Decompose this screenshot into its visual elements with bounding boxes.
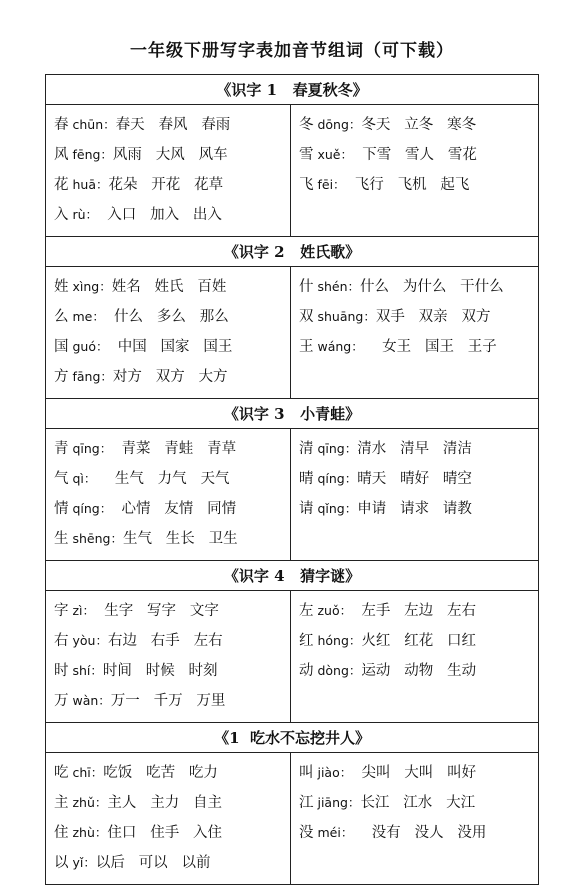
word-group: 住口 住手 入住 <box>107 825 223 841</box>
left-word-entry <box>46 822 290 852</box>
right-word-entry <box>291 792 538 822</box>
pinyin: hóng： <box>313 633 362 648</box>
word-group: 对方 双方 大方 <box>112 369 228 385</box>
right-column <box>291 267 539 399</box>
word-group: 什么 为什么 干什么 <box>360 279 504 295</box>
character: 字 <box>54 603 69 619</box>
pinyin: zhù： <box>68 825 108 840</box>
word-group: 入口 加入 出入 <box>98 207 222 223</box>
character: 雪 <box>299 147 314 163</box>
lesson-title: 《1 吃水不忘挖井人》 <box>214 729 370 747</box>
pinyin: wáng： <box>313 339 364 354</box>
character: 飞 <box>299 177 314 193</box>
word-group: 时间 时候 时刻 <box>102 663 218 679</box>
pinyin: xìng： <box>68 279 112 294</box>
character: 生 <box>54 531 69 547</box>
pinyin: jiāng： <box>313 795 361 810</box>
right-word-entry <box>291 276 538 306</box>
word-group: 主人 主力 自主 <box>107 795 223 811</box>
left-word-entry <box>46 762 290 792</box>
word-group: 花朵 开花 花草 <box>108 177 224 193</box>
left-word-entry <box>46 438 290 468</box>
left-word-entry <box>46 468 290 498</box>
lesson-heading <box>46 399 539 429</box>
word-group: 什么 多么 那么 <box>104 309 229 325</box>
pinyin: huā： <box>68 177 109 192</box>
pinyin: qǐng： <box>313 501 358 516</box>
character: 住 <box>54 825 69 841</box>
lesson-heading <box>46 723 539 753</box>
pinyin: jiào： <box>313 765 353 780</box>
vocabulary-table <box>45 74 539 885</box>
word-group: 晴天 晴好 晴空 <box>357 471 472 487</box>
left-column <box>46 429 291 561</box>
pinyin: chūn： <box>68 117 116 132</box>
pinyin: méi： <box>313 825 354 840</box>
word-group: 生气 力气 天气 <box>96 471 230 487</box>
lesson-title: 《识字 1 春夏秋冬》 <box>216 81 368 99</box>
character: 红 <box>299 633 314 649</box>
character: 万 <box>54 693 69 709</box>
pinyin: xuě： <box>313 147 353 162</box>
right-word-entry <box>291 822 538 852</box>
word-group: 吃饭 吃苦 吃力 <box>103 765 218 781</box>
pinyin: zuǒ： <box>313 603 353 618</box>
character: 双 <box>299 309 314 325</box>
character: 叫 <box>299 765 314 781</box>
right-column <box>291 105 539 237</box>
right-word-entry <box>291 114 538 144</box>
pinyin: fāng： <box>68 369 113 384</box>
lesson-header-row <box>46 75 539 105</box>
left-word-entry <box>46 336 290 366</box>
pinyin: shí： <box>68 663 103 678</box>
right-column <box>291 591 539 723</box>
left-word-entry <box>46 792 290 822</box>
left-column <box>46 267 291 399</box>
left-word-entry <box>46 852 290 882</box>
pinyin: qì： <box>68 471 97 486</box>
character: 情 <box>54 501 69 517</box>
pinyin: dōng： <box>313 117 362 132</box>
character: 吃 <box>54 765 69 781</box>
pinyin: dòng： <box>313 663 362 678</box>
word-group: 以后 可以 以前 <box>95 855 211 871</box>
word-group: 青菜 青蛙 青草 <box>112 441 237 457</box>
word-group: 飞行 飞机 起飞 <box>345 177 470 193</box>
lesson-heading <box>46 237 539 267</box>
right-word-entry <box>291 174 538 204</box>
lesson-header-row <box>46 561 539 591</box>
left-word-entry <box>46 276 290 306</box>
left-column <box>46 591 291 723</box>
word-group: 冬天 立冬 寒冬 <box>361 117 477 133</box>
character: 王 <box>299 339 314 355</box>
lesson-heading <box>46 561 539 591</box>
right-word-entry <box>291 660 538 690</box>
right-column <box>291 429 539 561</box>
left-word-entry <box>46 366 290 396</box>
character: 么 <box>54 309 69 325</box>
lesson-body-row <box>46 429 539 561</box>
left-word-entry <box>46 660 290 690</box>
pinyin: guó： <box>68 339 109 354</box>
lesson-title: 《识字 2 姓氏歌》 <box>223 243 361 261</box>
left-word-entry <box>46 528 290 558</box>
character: 时 <box>54 663 69 679</box>
pinyin: qíng： <box>313 471 358 486</box>
pinyin: qīng： <box>313 441 358 456</box>
pinyin: me： <box>68 309 105 324</box>
document-title: 一年级下册写字表加音节组词（可下载） <box>130 41 454 61</box>
word-group: 生气 生长 卫生 <box>122 531 238 547</box>
pinyin: fēng： <box>68 147 113 162</box>
word-group: 春天 春风 春雨 <box>115 117 231 133</box>
left-word-entry <box>46 306 290 336</box>
pinyin: zhǔ： <box>68 795 108 810</box>
word-group: 运动 动物 生动 <box>361 663 477 679</box>
lesson-body-row <box>46 591 539 723</box>
pinyin: rù： <box>68 207 99 222</box>
lesson-body-row <box>46 105 539 237</box>
pinyin: zì： <box>68 603 96 618</box>
word-group: 长江 江水 大江 <box>360 795 476 811</box>
character: 方 <box>54 369 69 385</box>
right-word-entry <box>291 498 538 528</box>
word-group: 中国 国家 国王 <box>108 339 233 355</box>
character: 什 <box>299 279 314 295</box>
left-word-entry <box>46 498 290 528</box>
left-column <box>46 753 291 885</box>
left-word-entry <box>46 114 290 144</box>
word-group: 火红 红花 口红 <box>361 633 477 649</box>
lesson-header-row <box>46 723 539 753</box>
pinyin: fēi： <box>313 177 346 192</box>
left-word-entry <box>46 204 290 234</box>
character: 国 <box>54 339 69 355</box>
lesson-title: 《识字 4 猜字谜》 <box>223 567 361 585</box>
right-word-entry <box>291 336 538 366</box>
character: 入 <box>54 207 69 223</box>
word-group: 风雨 大风 风车 <box>112 147 228 163</box>
character: 冬 <box>299 117 314 133</box>
left-word-entry <box>46 144 290 174</box>
word-group: 右边 右手 左右 <box>107 633 223 649</box>
right-word-entry <box>291 306 538 336</box>
lesson-title: 《识字 3 小青蛙》 <box>223 405 361 423</box>
pinyin: wàn： <box>68 693 111 708</box>
word-group: 申请 请求 请教 <box>357 501 472 517</box>
character: 请 <box>299 501 314 517</box>
character: 风 <box>54 147 69 163</box>
right-word-entry <box>291 144 538 174</box>
word-group: 姓名 姓氏 百姓 <box>111 279 227 295</box>
left-column <box>46 105 291 237</box>
word-group: 没有 没人 没用 <box>353 825 487 841</box>
lesson-body-row <box>46 753 539 885</box>
right-word-entry <box>291 630 538 660</box>
pinyin: yòu： <box>68 633 108 648</box>
character: 动 <box>299 663 314 679</box>
character: 姓 <box>54 279 69 295</box>
left-word-entry <box>46 174 290 204</box>
character: 气 <box>54 471 69 487</box>
character: 青 <box>54 441 69 457</box>
word-group: 万一 千万 万里 <box>110 693 226 709</box>
lesson-heading <box>46 75 539 105</box>
word-group: 下雪 雪人 雪花 <box>352 147 477 163</box>
lesson-body-row <box>46 267 539 399</box>
left-word-entry <box>46 630 290 660</box>
pinyin: shuāng： <box>313 309 376 324</box>
left-word-entry <box>46 690 290 720</box>
right-word-entry <box>291 438 538 468</box>
character: 花 <box>54 177 69 193</box>
pinyin: shén： <box>313 279 361 294</box>
word-group: 双手 双亲 双方 <box>375 309 491 325</box>
right-word-entry <box>291 468 538 498</box>
word-group: 心情 友情 同情 <box>112 501 237 517</box>
character: 以 <box>54 855 69 871</box>
pinyin: yǐ： <box>68 855 96 870</box>
character: 主 <box>54 795 69 811</box>
pinyin: chī： <box>68 765 104 780</box>
pinyin: qíng： <box>68 501 113 516</box>
lesson-header-row <box>46 399 539 429</box>
left-word-entry <box>46 600 290 630</box>
character: 没 <box>299 825 314 841</box>
word-group: 女王 国王 王子 <box>363 339 497 355</box>
pinyin: qīng： <box>68 441 113 456</box>
word-group: 尖叫 大叫 叫好 <box>352 765 477 781</box>
character: 右 <box>54 633 69 649</box>
character: 左 <box>299 603 314 619</box>
word-group: 左手 左边 左右 <box>352 603 476 619</box>
character: 晴 <box>299 471 314 487</box>
lesson-header-row <box>46 237 539 267</box>
right-word-entry <box>291 762 538 792</box>
character: 江 <box>299 795 314 811</box>
character: 清 <box>299 441 314 457</box>
word-group: 清水 清早 清洁 <box>357 441 472 457</box>
right-word-entry <box>291 600 538 630</box>
right-column <box>291 753 539 885</box>
pinyin: shēng： <box>68 531 123 546</box>
word-group: 生字 写字 文字 <box>95 603 219 619</box>
character: 春 <box>54 117 69 133</box>
